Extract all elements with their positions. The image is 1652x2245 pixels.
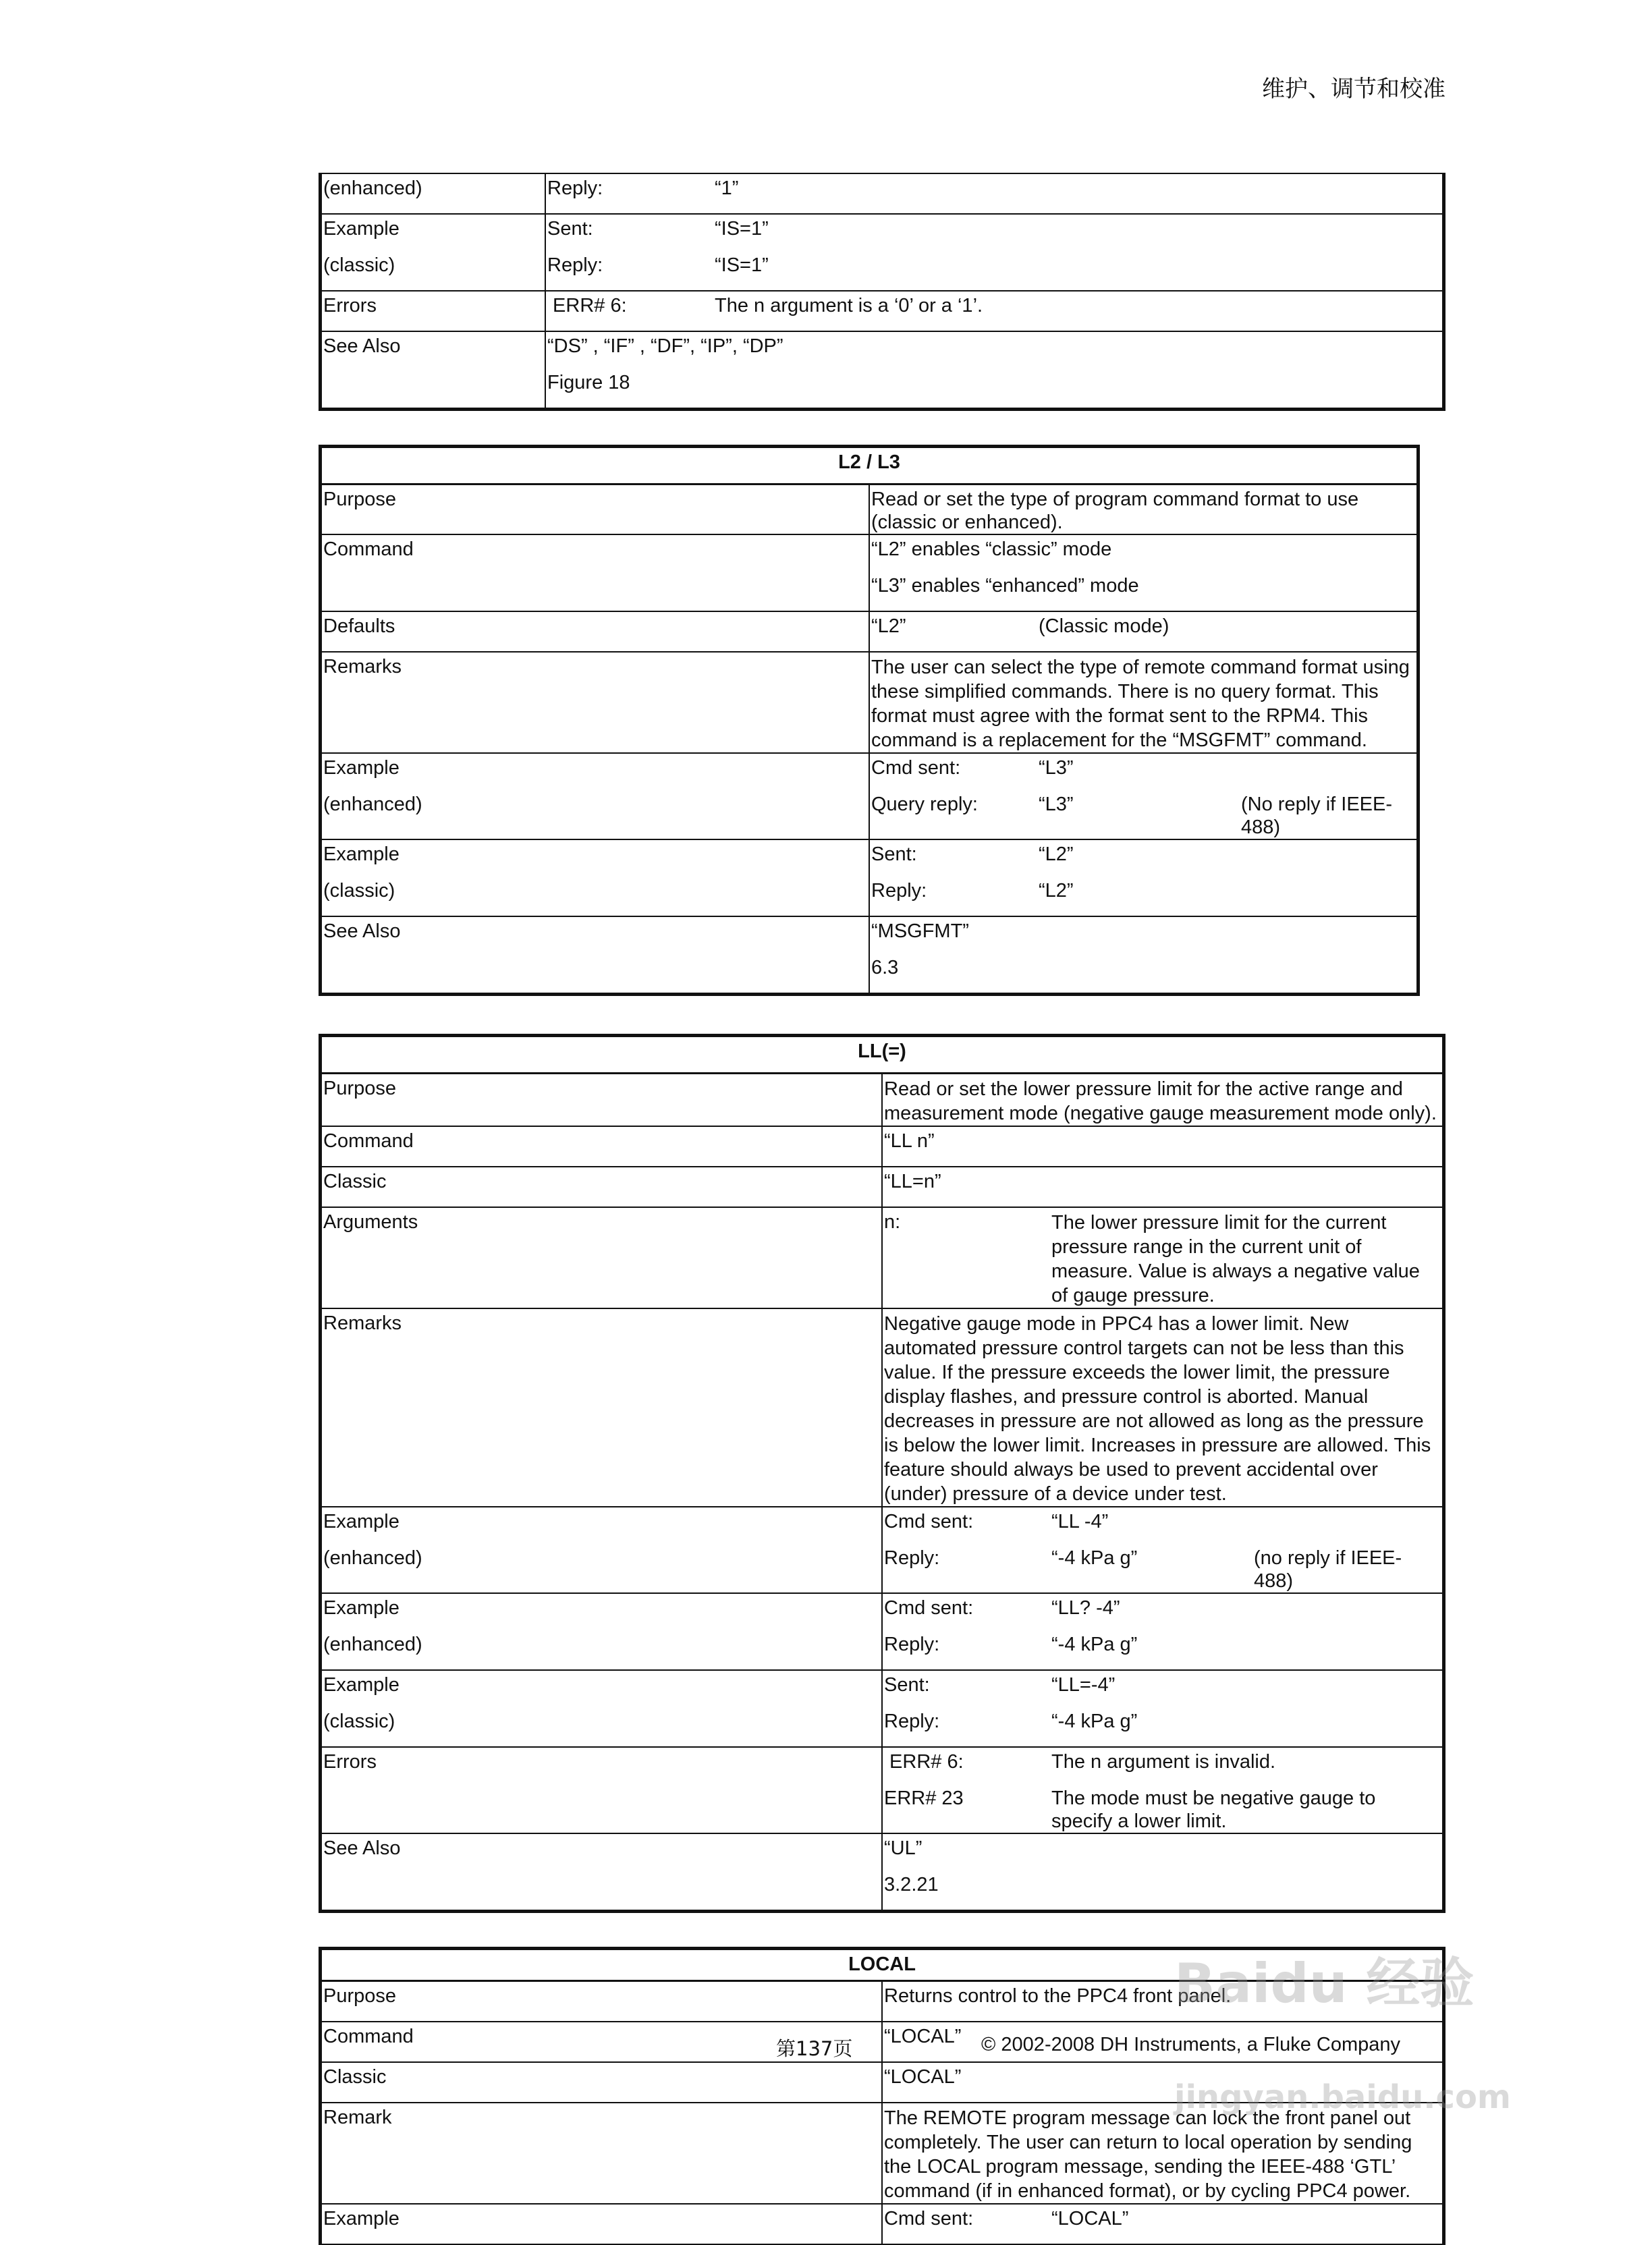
table-row — [321, 1833, 1444, 1912]
content-col: “-4 kPa g” — [1051, 1711, 1138, 1732]
row-content — [869, 484, 1419, 535]
row-label — [321, 1126, 883, 1167]
content-col: Reply: — [884, 1547, 940, 1569]
content-col: The mode must be negative gauge to specify a lower limit. — [1051, 1787, 1376, 1832]
row-label — [321, 1670, 883, 1747]
table-row — [321, 1207, 1444, 1308]
table-row — [321, 1167, 1444, 1207]
content-text: “UL” — [884, 1837, 923, 1859]
row-label — [321, 173, 546, 214]
row-label-line: (classic) — [323, 254, 395, 276]
row-label — [321, 753, 870, 839]
copyright: © 2002-2008 DH Instruments, a Fluke Company — [981, 2034, 1400, 2055]
content-col: “L2” — [1039, 843, 1074, 865]
content-line — [547, 371, 1441, 408]
table-row — [321, 484, 1419, 535]
row-content — [882, 1126, 1444, 1167]
table-row — [321, 1747, 1444, 1833]
table-row — [321, 214, 1444, 291]
content-line — [884, 1211, 1441, 1308]
paragraph: The user can select the type of remote command format using these simplified commands. There is no query format. This format must agree with the format sent to the RPM4. This command is a replacement for the “MSGFMT” command. — [871, 657, 1410, 751]
table-title: LOCAL — [321, 1949, 1444, 1981]
row-label — [321, 652, 870, 753]
table-row — [321, 2103, 1444, 2204]
row-content — [545, 173, 1444, 214]
table-title: L2 / L3 — [321, 447, 1419, 484]
content-col: Sent: — [884, 1674, 930, 1696]
table-row — [321, 1308, 1444, 1507]
watermark-logo: Baidu 经验 — [1174, 1952, 1475, 2015]
row-label — [321, 1308, 883, 1507]
content-col: “-4 kPa g” — [1051, 1634, 1138, 1655]
content-col: ERR# 6: — [547, 295, 627, 316]
content-col: Cmd sent: — [884, 1597, 974, 1619]
row-label-line: Example — [323, 1511, 400, 1532]
row-content — [882, 1167, 1444, 1207]
paragraph: Read or set the lower pressure limit for the active range and measurement mode (negative gauge measurement mode only). — [884, 1078, 1437, 1124]
content-col: Reply: — [884, 1634, 940, 1655]
content-line — [871, 879, 1415, 916]
row-label-line: (enhanced) — [323, 177, 422, 199]
row-label — [321, 331, 546, 410]
row-label — [321, 611, 870, 652]
paragraph: Negative gauge mode in PPC4 has a lower limit. New automated pressure control targets can not be less than this value. If the pressure exceeds the lower limit, the pressure display flashes, and pressure control is aborted. Manual decreases in pressure are not allowed as long as the pressure is below the lower limit. Increases in pressure are allowed. This feature should always be used to prevent accidental over (under) pressure of a device under test. — [884, 1313, 1431, 1505]
row-content — [882, 1833, 1444, 1912]
row-label-line: Purpose — [323, 489, 397, 510]
content-col: “L3” — [1039, 757, 1074, 779]
content-col: “LL? -4” — [1051, 1597, 1120, 1619]
row-label-line: Classic — [323, 2066, 387, 2088]
content-line — [884, 2207, 1441, 2244]
content-text: “L2” enables “classic” mode — [871, 538, 1112, 560]
row-label-line: Command — [323, 538, 414, 560]
command-table — [319, 173, 1446, 411]
content-line — [871, 756, 1415, 793]
section-header: 维护、调节和校准 — [1262, 76, 1446, 103]
content-line — [884, 1597, 1441, 1633]
content-line — [871, 956, 1415, 993]
content-col: ERR# 23 — [884, 1787, 964, 1809]
row-label-line: (classic) — [323, 880, 395, 902]
content-col: “-4 kPa g” — [1051, 1547, 1138, 1569]
row-label — [321, 1167, 883, 1207]
row-label — [321, 1207, 883, 1308]
row-label — [321, 291, 546, 331]
table-row — [321, 173, 1444, 214]
content-line — [871, 793, 1415, 839]
row-content — [882, 1207, 1444, 1308]
content-col: (Classic mode) — [1039, 615, 1169, 637]
content-line — [884, 1130, 1441, 1166]
row-label-line: See Also — [323, 1837, 401, 1859]
table-row — [321, 1593, 1444, 1670]
content-text: “L3” enables “enhanced” mode — [871, 575, 1139, 597]
row-label-line: (enhanced) — [323, 794, 422, 815]
content-line — [884, 1873, 1441, 1910]
table-row — [321, 291, 1444, 331]
row-label — [321, 2103, 883, 2204]
row-content — [869, 652, 1419, 753]
row-label-line: See Also — [323, 335, 401, 357]
content-text: “LL n” — [884, 1130, 935, 1152]
table-row — [321, 1074, 1444, 1127]
row-content — [869, 916, 1419, 995]
content-line — [884, 1787, 1441, 1833]
content-text: “MSGFMT” — [871, 920, 969, 942]
content-col: Query reply: — [871, 794, 978, 815]
table-row — [321, 753, 1419, 839]
table-title: LL(=) — [321, 1036, 1444, 1074]
table-row — [321, 534, 1419, 611]
row-label-line: Arguments — [323, 1211, 418, 1233]
content-col: Sent: — [547, 218, 593, 240]
content-col: Cmd sent: — [871, 757, 961, 779]
content-col: “LL -4” — [1051, 1511, 1109, 1532]
content-line — [871, 488, 1415, 534]
content-line — [547, 217, 1441, 254]
row-label-line: Errors — [323, 295, 377, 316]
row-content — [882, 1074, 1444, 1127]
row-content — [545, 331, 1444, 410]
row-content — [869, 534, 1419, 611]
content-text: 3.2.21 — [884, 1874, 939, 1895]
command-reference — [319, 173, 1466, 2245]
content-col: “LL=-4” — [1051, 1674, 1116, 1696]
row-content — [882, 1593, 1444, 1670]
content-line — [871, 843, 1415, 879]
table-row — [321, 331, 1444, 410]
row-label-line: (enhanced) — [323, 1634, 422, 1655]
row-content — [545, 214, 1444, 291]
content-col: Reply: — [884, 1711, 940, 1732]
content-line — [884, 1170, 1441, 1207]
content-text: Figure 18 — [547, 372, 630, 393]
content-col: “L2” — [1039, 880, 1074, 902]
content-col: (no reply if IEEE-488) — [1254, 1547, 1402, 1592]
content-line — [871, 538, 1415, 574]
content-col: “1” — [715, 177, 739, 199]
paragraph: The REMOTE program message can lock the front panel out completely. The user can return to local operation by sending the LOCAL program message, sending the IEEE-488 ‘GTL’ command (if in enhanced format), or by cycling PPC4 power. — [884, 2107, 1412, 2202]
content-line — [884, 1837, 1441, 1873]
row-label-line: Classic — [323, 1171, 387, 1192]
content-col: “L2” — [871, 615, 906, 637]
row-label — [321, 916, 870, 995]
row-content — [869, 611, 1419, 652]
content-text: Returns control to the PPC4 front panel. — [884, 1985, 1232, 2007]
row-content — [882, 1507, 1444, 1593]
content-text: 6.3 — [871, 957, 899, 978]
row-label — [321, 534, 870, 611]
row-content — [882, 1747, 1444, 1833]
content-col: Cmd sent: — [884, 2208, 974, 2229]
watermark-url: jingyan.baidu.com — [1174, 2078, 1511, 2116]
content-text: “LOCAL” — [884, 2066, 962, 2088]
content-line — [871, 574, 1415, 611]
row-label-line: Remark — [323, 2107, 392, 2128]
row-content — [869, 839, 1419, 916]
content-col: The n argument is invalid. — [1051, 1751, 1276, 1773]
content-col: (No reply if IEEE-488) — [1241, 794, 1392, 838]
table-row — [321, 2204, 1444, 2244]
row-label-line: (classic) — [323, 1711, 395, 1732]
row-content — [545, 291, 1444, 331]
row-label-line: Defaults — [323, 615, 395, 637]
content-col: Reply: — [871, 880, 927, 902]
content-line — [547, 177, 1441, 213]
row-label — [321, 1981, 883, 2022]
row-label-line: Purpose — [323, 1985, 397, 2007]
content-col: The lower pressure limit for the current pressure range in the current unit of measure. Value is always a negative value of gauge pressure. — [1051, 1212, 1420, 1306]
table-row — [321, 916, 1419, 995]
table-row — [321, 1507, 1444, 1593]
table-row — [321, 839, 1419, 916]
row-content — [882, 1308, 1444, 1507]
row-label-line: Example — [323, 1674, 400, 1696]
content-col: n: — [884, 1211, 901, 1233]
row-label — [321, 1074, 883, 1127]
table-row — [321, 1126, 1444, 1167]
content-line — [884, 1547, 1441, 1592]
row-label-line: Example — [323, 757, 400, 779]
content-line — [884, 1750, 1441, 1787]
row-label — [321, 2204, 883, 2244]
content-text: “DS” , “IF” , “DF”, “IP”, “DP” — [547, 335, 783, 357]
content-text: “LOCAL” — [884, 2026, 962, 2047]
content-line — [547, 335, 1441, 371]
table-row — [321, 652, 1419, 753]
row-label-line: Example — [323, 218, 400, 240]
row-label-line: See Also — [323, 920, 401, 942]
row-label-line: Example — [323, 1597, 400, 1619]
content-line — [884, 1673, 1441, 1710]
row-label — [321, 1593, 883, 1670]
content-line — [871, 920, 1415, 956]
content-line — [884, 1633, 1441, 1669]
content-col: Reply: — [547, 254, 603, 276]
row-label-line: Errors — [323, 1751, 377, 1773]
content-col: ERR# 6: — [884, 1751, 964, 1773]
content-col: “LOCAL” — [1051, 2208, 1129, 2229]
content-col: Sent: — [871, 843, 917, 865]
row-label-line: Command — [323, 2026, 414, 2047]
row-label — [321, 1507, 883, 1593]
row-content — [882, 2103, 1444, 2204]
content-col: Cmd sent: — [884, 1511, 974, 1532]
content-col: The n argument is a ‘0’ or a ‘1’. — [715, 295, 983, 316]
content-line — [547, 294, 1441, 331]
row-label-line: Purpose — [323, 1078, 397, 1099]
row-label — [321, 2062, 883, 2103]
row-label-line: Remarks — [323, 1312, 402, 1334]
content-line — [884, 1510, 1441, 1547]
row-content — [882, 2204, 1444, 2244]
content-col: “IS=1” — [715, 218, 769, 240]
content-col: “L3” — [1039, 794, 1074, 815]
row-content — [869, 753, 1419, 839]
content-line — [871, 615, 1415, 651]
content-line — [884, 1710, 1441, 1746]
row-label — [321, 1833, 883, 1912]
row-label — [321, 214, 546, 291]
table-title-row — [321, 447, 1419, 484]
row-content — [882, 1670, 1444, 1747]
row-label — [321, 484, 870, 535]
row-label — [321, 1747, 883, 1833]
content-text: Read or set the type of program command format to use (classic or enhanced). — [871, 489, 1359, 533]
page-number: 第137页 — [776, 2037, 853, 2060]
table-row — [321, 611, 1419, 652]
row-label-line: Remarks — [323, 656, 402, 677]
command-table — [319, 445, 1420, 996]
row-label-line: Example — [323, 843, 400, 865]
content-col: Reply: — [547, 177, 603, 199]
row-label-line: Example — [323, 2208, 400, 2229]
row-label — [321, 839, 870, 916]
command-table — [319, 1034, 1446, 1913]
row-label-line: Command — [323, 1130, 414, 1152]
content-col: “IS=1” — [715, 254, 769, 276]
content-text: “LL=n” — [884, 1171, 941, 1192]
row-label-line: (enhanced) — [323, 1547, 422, 1569]
table-row — [321, 1670, 1444, 1747]
table-title-row — [321, 1036, 1444, 1074]
content-line — [547, 254, 1441, 290]
